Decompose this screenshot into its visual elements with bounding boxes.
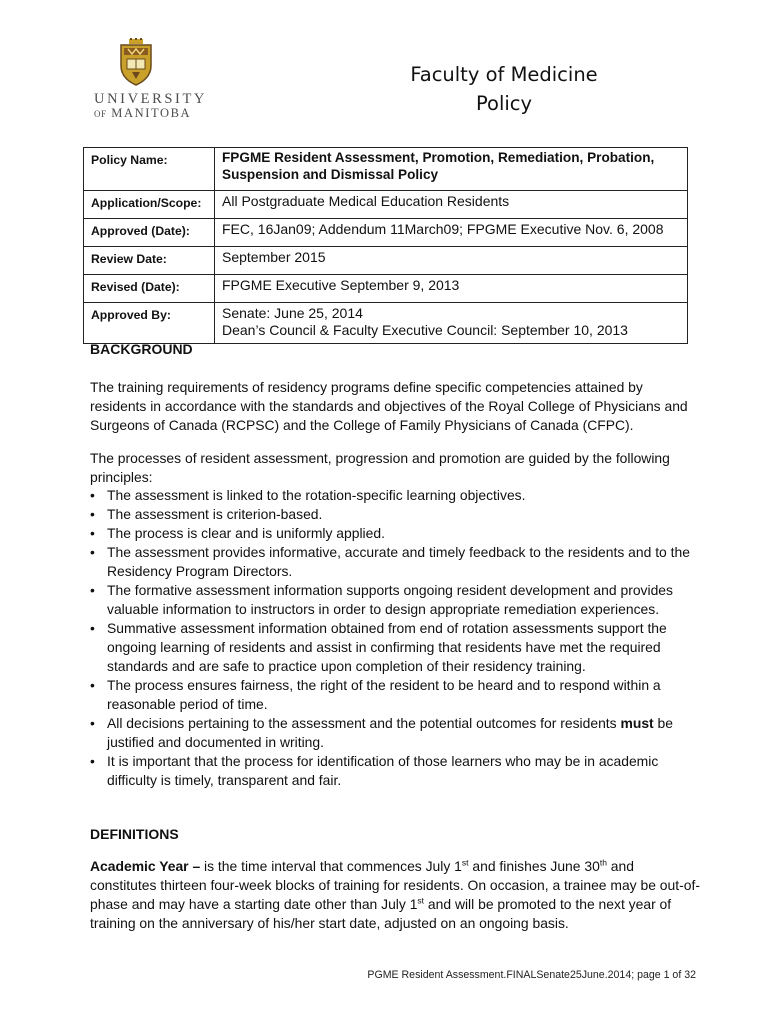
- principle-text: The assessment is linked to the rotation-specific learning objectives.: [107, 487, 526, 503]
- ordinal-suffix: st: [461, 857, 469, 868]
- list-item: [90, 619, 700, 676]
- row-label: Revised (Date):: [84, 275, 215, 303]
- university-wordmark: [94, 91, 207, 121]
- principle-text-part: All decisions pertaining to the assessment and the potential outcomes for residents: [107, 715, 621, 731]
- bullet-icon: •: [90, 487, 95, 503]
- row-value: All Postgraduate Medical Education Residents: [215, 191, 688, 219]
- page-footer: PGME Resident Assessment.FINALSenate25June.2014; page 1 of 32: [367, 969, 696, 981]
- principles-list: [90, 486, 700, 790]
- principle-text: Summative assessment information obtained from end of rotation assessments support the ongoing learning of residents and assist in confirming that residents have met the required standards and are safe to practice upon completion of their residency training.: [107, 620, 667, 674]
- list-item: [90, 676, 700, 714]
- background-paragraph-1: The training requirements of residency programs define specific competencies attained by residents in accordance with the standards and objectives of the Royal College of Physicians and Surgeons of Canada (RCPSC) and the College of Family Physicians of Canada (CFPC).: [90, 379, 688, 433]
- list-item: [90, 581, 700, 619]
- table-row: [84, 219, 688, 247]
- list-item: [90, 505, 700, 524]
- approved-by-value: [215, 303, 688, 344]
- bullet-icon: •: [90, 544, 95, 560]
- policy-name-value: [215, 148, 688, 191]
- faculty-title: Faculty of Medicine: [410, 63, 598, 86]
- principle-text: The process ensures fairness, the right of the resident to be heard and to respond within a reasonable period of time.: [107, 677, 661, 712]
- table-row: [84, 275, 688, 303]
- manitoba-line: [94, 107, 198, 120]
- row-label: Approved (Date):: [84, 219, 215, 247]
- principle-text: The assessment is criterion-based.: [107, 506, 323, 522]
- policy-info-table: [83, 147, 688, 344]
- definition-text: and will be promoted to the next year of training on the anniversary of his/her start date, adjusted on an ongoing basis.: [90, 896, 672, 931]
- list-item: [90, 486, 700, 505]
- bullet-icon: •: [90, 715, 95, 731]
- row-label: Review Date:: [84, 247, 215, 275]
- of-word: OF: [94, 109, 107, 120]
- policy-name-line1: FPGME Resident Assessment, Promotion, Remediation, Probation,: [222, 150, 655, 165]
- bullet-icon: •: [90, 753, 95, 769]
- manitoba-word: MANITOBA: [111, 106, 192, 121]
- row-value: FPGME Executive September 9, 2013: [215, 275, 688, 303]
- row-value: September 2015: [215, 247, 688, 275]
- table-row: [84, 303, 688, 344]
- definition-text: and constitutes thirteen four-week blocks of training for residents. On occasion, a trainee may be out-of-phase and may have a starting date other than July 1: [90, 858, 700, 912]
- table-row: [84, 247, 688, 275]
- row-label: Policy Name:: [84, 148, 215, 191]
- background-heading: BACKGROUND: [90, 341, 193, 357]
- definition-text: and finishes June 30: [468, 858, 600, 874]
- definitions-heading: DEFINITIONS: [90, 826, 179, 842]
- academic-year-definition: [90, 857, 700, 933]
- ordinal-suffix: th: [599, 857, 607, 868]
- list-item: [90, 714, 700, 752]
- list-item: [90, 752, 700, 790]
- bullet-icon: •: [90, 677, 95, 693]
- principle-text: It is important that the process for identification of those learners who may be in academic difficulty is timely, transparent and fair.: [107, 753, 659, 788]
- faculty-policy-title: [370, 60, 638, 118]
- principle-emphasis: must: [620, 715, 654, 731]
- bullet-icon: •: [90, 525, 95, 541]
- policy-title: Policy: [475, 92, 533, 115]
- principle-text: The assessment provides informative, accurate and timely feedback to the residents and to the Residency Program Directors.: [107, 544, 690, 579]
- approved-by-line2: Dean’s Council & Faculty Executive Council: September 10, 2013: [222, 321, 628, 338]
- bullet-icon: •: [90, 506, 95, 522]
- university-word: UNIVERSITY: [94, 91, 207, 107]
- definition-term: Academic Year –: [90, 858, 201, 874]
- bullet-icon: •: [90, 620, 95, 636]
- row-label: Approved By:: [84, 303, 215, 344]
- principle-text: The formative assessment information supports ongoing resident development and provides valuable information to instructors in order to design appropriate remediation experiences.: [107, 582, 673, 617]
- university-crest-icon: [118, 38, 154, 86]
- row-value: FEC, 16Jan09; Addendum 11March09; FPGME Executive Nov. 6, 2008: [215, 219, 688, 247]
- principle-text-part: be justified and documented in writing.: [107, 715, 673, 750]
- definition-text: is the time interval that commences July 1: [200, 858, 462, 874]
- ordinal-suffix: st: [417, 895, 425, 906]
- row-label: Application/Scope:: [84, 191, 215, 219]
- bullet-icon: •: [90, 582, 95, 598]
- university-logo: [94, 38, 207, 121]
- background-paragraph-2: The processes of resident assessment, progression and promotion are guided by the following principles:: [90, 450, 670, 485]
- table-row: [84, 148, 688, 191]
- list-item: [90, 543, 700, 581]
- principle-text: The process is clear and is uniformly applied.: [107, 525, 385, 541]
- list-item: [90, 524, 700, 543]
- approved-by-line1: Senate: June 25, 2014: [222, 305, 363, 321]
- policy-name-line2: Suspension and Dismissal Policy: [222, 166, 439, 182]
- table-row: [84, 191, 688, 219]
